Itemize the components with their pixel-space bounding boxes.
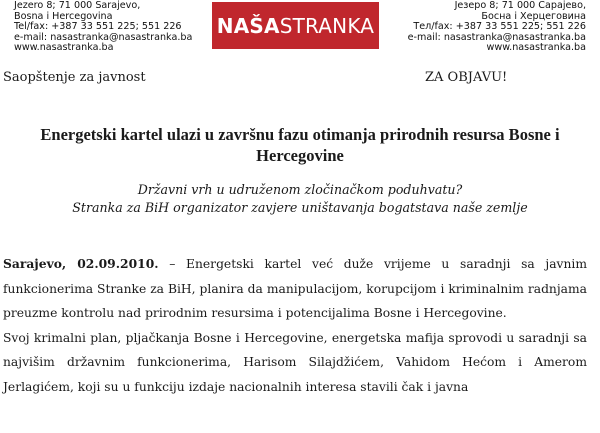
press-release-subtitle [20,181,580,217]
logo-wordmark [217,14,374,38]
document-type-label: Saopštenje za javnost [3,70,146,85]
release-label: ZA OBJAVU! [425,70,508,85]
body-paragraph [3,252,587,326]
email-line: e-mail: nasastranka@nasastranka.ba [407,31,586,43]
paragraph-text: Svoj krimalni plan, pljačkanja Bosne i Hercegovine, energetska mafija sprovodi u saradnji sa najvišim državnim funkcionerima, Harisom Silajdžićem, Vahidom Hećom i Amerom Jerlagićem, koji su u funkciju izdaje nacionalnih interesa stavili čak i javna [3,330,587,394]
logo-bold-part: NAŠA [216,13,280,38]
party-logo [212,2,379,49]
email-line: e-mail: nasastranka@nasastranka.ba [14,31,193,43]
press-release-title: Energetski kartel ulazi u završnu fazu otimanja prirodnih resursa Bosne i Hercegovine [40,125,560,165]
letterhead-address-latin [14,1,192,54]
press-release-body [3,252,587,400]
paragraph-text: – Energetski kartel već duže vrijeme u saradnji sa javnim funkcionerima Stranke za BiH, planira da manipulacijom, korupcijom i kriminalnim radnjama preuzme kontrolu nad prirodnim resursima i potencijalima Bosne i Hercegovine. [3,257,587,321]
website-line: www.nasastranka.ba [486,42,586,54]
address-line: Jezero 8; 71 000 Sarajevo, [14,0,141,11]
phone-line: Тел/fax: +387 33 551 225; 551 226 [413,21,586,33]
subtitle-line: Stranka za BiH organizator zavjere uništavanja bogatstava naše zemlje [72,200,528,215]
website-line: www.nasastranka.ba [14,42,114,54]
phone-line: Tel/fax: +387 33 551 225; 551 226 [14,21,182,33]
country-line: Bosna i Hercegovina [14,10,113,22]
subtitle-line: Državni vrh u udruženom zločinačkom poduhvatu? [137,182,463,197]
country-line: Босна і Херцеговина [481,10,586,22]
body-paragraph [3,326,587,400]
logo-light-part: STRANKA [279,13,375,38]
letterhead-address-cyrillic [408,1,586,54]
dateline: Sarajevo, 02.09.2010. [3,256,159,271]
address-line: Језеро 8; 71 000 Сарајево, [454,0,586,11]
